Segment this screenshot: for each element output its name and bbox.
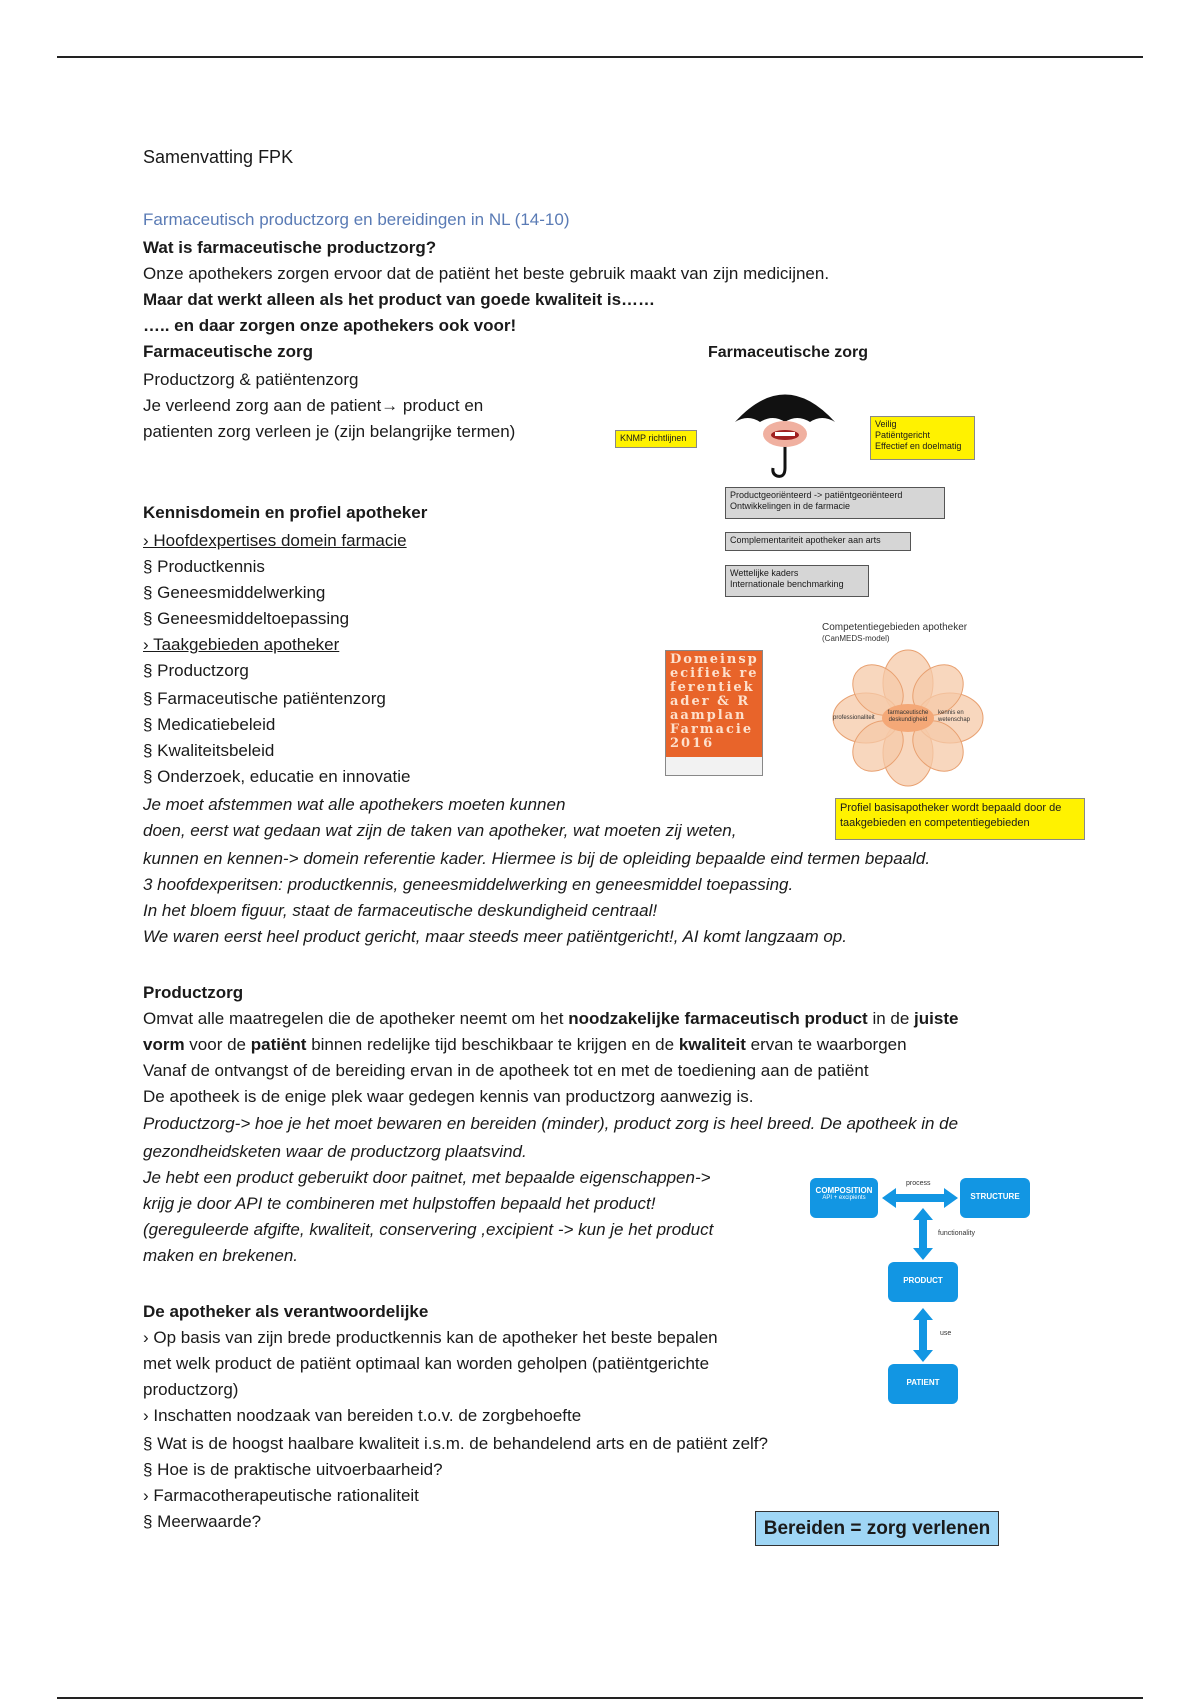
list-item: › Farmacotherapeutische rationaliteit bbox=[143, 1486, 419, 1505]
figure-title: Farmaceutische zorg bbox=[708, 344, 869, 361]
subheading-verantwoordelijke: De apotheker als verantwoordelijke bbox=[143, 1302, 429, 1321]
patient-box: PATIENT bbox=[888, 1364, 958, 1404]
paragraph: Onze apothekers zorgen ervoor dat de patiënt het beste gebruik maakt van zijn medicijnen. bbox=[143, 264, 830, 283]
italic-note: Je hebt een product geberuikt door paitnet, met bepaalde eigenschappen-> bbox=[143, 1168, 711, 1187]
list-item: § Hoe is de praktische uitvoerbaarheid? bbox=[143, 1460, 443, 1479]
paragraph-bold: ….. en daar zorgen onze apothekers ook voor! bbox=[143, 316, 517, 335]
product-box: PRODUCT bbox=[888, 1262, 958, 1302]
functionality-label: functionality bbox=[938, 1230, 975, 1237]
paragraph-bold: Maar dat werkt alleen als het product van goede kwaliteit is…… bbox=[143, 290, 656, 309]
competency-title: Competentiegebieden apotheker bbox=[822, 622, 968, 633]
flower-left-label: professionaliteit bbox=[833, 715, 875, 721]
use-label: use bbox=[940, 1330, 952, 1337]
list-item: § Geneesmiddeltoepassing bbox=[143, 609, 350, 628]
subheading-kennisdomein: Kennisdomein en profiel apotheker bbox=[143, 503, 428, 522]
flower-right-label: kennis en wetenschap bbox=[938, 710, 971, 723]
italic-note: Je moet afstemmen wat alle apothekers moeten kunnen bbox=[143, 795, 566, 814]
list-item: § Productkennis bbox=[143, 557, 265, 576]
list-item: › Inschatten noodzaak van bereiden t.o.v. de zorgbehoefte bbox=[143, 1406, 582, 1425]
process-label: process bbox=[906, 1180, 931, 1187]
top-rule bbox=[57, 56, 1143, 58]
criteria-item: Veilig bbox=[875, 419, 897, 429]
flower-center-label: farmaceutische deskundigheid bbox=[887, 710, 929, 723]
section-heading: Farmaceutisch productzorg en bereidingen in NL (14-10) bbox=[143, 210, 570, 229]
umbrella-icon bbox=[730, 382, 840, 482]
figure-product-diagram bbox=[800, 1160, 1050, 1420]
info-line: Internationale benchmarking bbox=[730, 579, 844, 589]
paragraph: Vanaf de ontvangst of de bereiding ervan in de apotheek tot en met de toediening aan de patiënt bbox=[143, 1061, 869, 1080]
info-box bbox=[725, 487, 945, 519]
list-item: § Medicatiebeleid bbox=[143, 715, 276, 734]
book-cover-image bbox=[665, 650, 763, 776]
criteria-item: Patiëntgericht bbox=[875, 430, 931, 440]
paragraph: Productzorg & patiëntenzorg bbox=[143, 370, 359, 389]
composition-sub: API + excipients bbox=[822, 1195, 866, 1201]
list-item: met welk product de patiënt optimaal kan worden geholpen (patiëntgerichte bbox=[143, 1354, 710, 1373]
info-line: Complementariteit apotheker aan arts bbox=[730, 535, 881, 545]
arrows-icon bbox=[800, 1160, 1050, 1420]
list-item: productzorg) bbox=[143, 1380, 239, 1399]
italic-note: doen, eerst wat gedaan wat zijn de taken van apotheker, wat moeten zij weten, bbox=[143, 821, 737, 840]
subheading-productzorg: Productzorg bbox=[143, 983, 244, 1002]
italic-note: Productzorg-> hoe je het moet bewaren en bereiden (minder), product zorg is heel breed. De apotheek in de bbox=[143, 1114, 959, 1133]
list-item: › Op basis van zijn brede productkennis kan de apotheker het beste bepalen bbox=[143, 1328, 718, 1347]
paragraph: Omvat alle maatregelen die de apotheker neemt om het noodzakelijke farmaceutisch product in de juiste bbox=[143, 1009, 959, 1028]
italic-note: krijg je door API te combineren met hulpstoffen bepaald het product! bbox=[143, 1194, 656, 1213]
paragraph: vorm voor de patiënt binnen redelijke tijd beschikbaar te krijgen en de kwaliteit ervan te waarborgen bbox=[143, 1035, 907, 1054]
info-box bbox=[725, 565, 869, 597]
info-line: Productgeoriënteerd -> patiëntgeoriënteerd bbox=[730, 490, 903, 500]
italic-note: gezondheidsketen waar de productzorg plaatsvind. bbox=[143, 1142, 527, 1161]
paragraph: De apotheek is de enige plek waar gedegen kennis van productzorg aanwezig is. bbox=[143, 1087, 754, 1106]
document-title: Samenvatting FPK bbox=[143, 147, 294, 167]
book-cover-text: Domeinspecifiek referentiekader & Raamplan Farmacie 2016 bbox=[670, 652, 759, 751]
list-item: § Farmaceutische patiëntenzorg bbox=[143, 689, 386, 708]
callout-box: Bereiden = zorg verlenen bbox=[755, 1511, 999, 1546]
italic-note: We waren eerst heel product gericht, maar steeds meer patiëntgericht!, AI komt langzaam op. bbox=[143, 927, 847, 946]
list-item: § Productzorg bbox=[143, 661, 249, 680]
book-cover-footer bbox=[666, 757, 762, 775]
list-item: § Meerwaarde? bbox=[143, 1512, 262, 1531]
composition-label: COMPOSITION bbox=[815, 1186, 873, 1195]
competency-subtitle: (CanMEDS-model) bbox=[822, 634, 890, 643]
profile-box: Profiel basisapotheker wordt bepaald door de taakgebieden en competentiegebieden bbox=[835, 798, 1085, 840]
paragraph: patienten zorg verleen je (zijn belangrijke termen) bbox=[143, 422, 516, 441]
knmp-label: KNMP richtlijnen bbox=[615, 430, 697, 448]
criteria-item: Effectief en doelmatig bbox=[875, 441, 962, 451]
italic-note: kunnen en kennen-> domein referentie kader. Hiermee is bij de opleiding bepaalde eind termen bepaald. bbox=[143, 849, 931, 868]
info-box bbox=[725, 532, 911, 551]
italic-note: maken en brekenen. bbox=[143, 1246, 298, 1265]
figure-farmaceutische-zorg bbox=[600, 340, 1100, 829]
list-item: § Kwaliteitsbeleid bbox=[143, 741, 275, 760]
info-line: Wettelijke kaders bbox=[730, 568, 799, 578]
list-item: § Geneesmiddelwerking bbox=[143, 583, 326, 602]
italic-note: (gereguleerde afgifte, kwaliteit, conservering ,excipient -> kun je het product bbox=[143, 1220, 714, 1239]
criteria-box bbox=[870, 416, 975, 460]
paragraph: Je verleend zorg aan de patient→ product en bbox=[143, 396, 484, 415]
list-item: § Onderzoek, educatie en innovatie bbox=[143, 767, 411, 786]
list-item: › Hoofdexpertises domein farmacie bbox=[143, 531, 407, 550]
structure-box: STRUCTURE bbox=[960, 1178, 1030, 1218]
subheading-farmaceutische-zorg: Farmaceutische zorg bbox=[143, 342, 314, 361]
italic-note: In het bloem figuur, staat de farmaceutische deskundigheid centraal! bbox=[143, 901, 658, 920]
list-item: › Taakgebieden apotheker bbox=[143, 635, 340, 654]
info-line: Ontwikkelingen in de farmacie bbox=[730, 501, 851, 511]
question-heading: Wat is farmaceutische productzorg? bbox=[143, 238, 437, 257]
italic-note: 3 hoofdexperitsen: productkennis, geneesmiddelwerking en geneesmiddel toepassing. bbox=[143, 875, 794, 894]
list-item: § Wat is de hoogst haalbare kwaliteit i.s.m. de behandelend arts en de patiënt zelf? bbox=[143, 1434, 768, 1453]
bottom-rule bbox=[57, 1697, 1143, 1699]
